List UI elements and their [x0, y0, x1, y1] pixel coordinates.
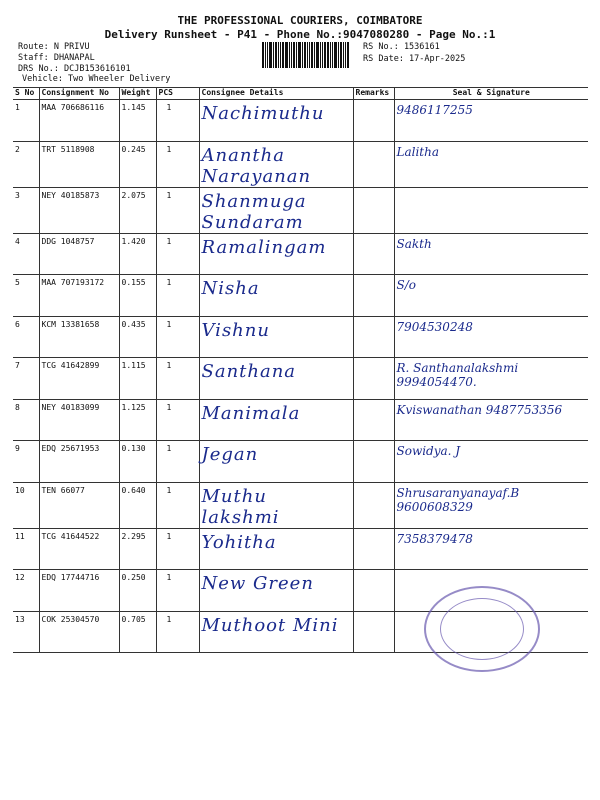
row-weight: 0.155	[119, 275, 156, 317]
row-remarks	[353, 358, 394, 400]
row-weight: 0.640	[119, 482, 156, 528]
table-row	[13, 100, 588, 142]
row-consignee: Muthoot Mini	[199, 611, 353, 653]
table-row	[13, 233, 588, 275]
row-weight: 1.125	[119, 399, 156, 441]
col-sno: S No	[13, 88, 39, 100]
row-pcs: 1	[156, 100, 199, 142]
row-consignment: NEY 40183099	[39, 399, 119, 441]
row-consignment: NEY 40185873	[39, 187, 119, 233]
row-sno: 4	[13, 233, 39, 275]
row-consignee: Ramalingam	[199, 233, 353, 275]
row-consignment: TCG 41644522	[39, 528, 119, 570]
row-remarks	[353, 399, 394, 441]
col-consignment: Consignment No	[39, 88, 119, 100]
row-sno: 13	[13, 611, 39, 653]
row-remarks	[353, 570, 394, 612]
row-consignment: EDQ 25671953	[39, 441, 119, 483]
row-sno: 10	[13, 482, 39, 528]
row-remarks	[353, 441, 394, 483]
row-pcs: 1	[156, 233, 199, 275]
row-consignment: TEN 66077	[39, 482, 119, 528]
company-title: THE PROFESSIONAL COURIERS, COIMBATORE	[177, 14, 423, 27]
row-consignee: Muthu lakshmi	[199, 482, 353, 528]
row-pcs: 1	[156, 441, 199, 483]
row-pcs: 1	[156, 611, 199, 653]
row-weight: 2.075	[119, 187, 156, 233]
row-weight: 0.245	[119, 141, 156, 187]
row-consignee: Manimala	[199, 399, 353, 441]
row-consignee: Jegan	[199, 441, 353, 483]
row-weight: 0.705	[119, 611, 156, 653]
row-pcs: 1	[156, 528, 199, 570]
row-remarks	[353, 482, 394, 528]
row-weight: 1.145	[119, 100, 156, 142]
row-weight: 1.420	[119, 233, 156, 275]
row-signature: S/o	[394, 275, 588, 317]
table-row	[13, 187, 588, 233]
row-consignment: TCG 41642899	[39, 358, 119, 400]
row-weight: 0.435	[119, 316, 156, 358]
row-consignee: Santhana	[199, 358, 353, 400]
row-sno: 2	[13, 141, 39, 187]
row-pcs: 1	[156, 570, 199, 612]
rs-no-label: RS No.: 1536161	[363, 42, 440, 52]
row-sno: 3	[13, 187, 39, 233]
row-pcs: 1	[156, 275, 199, 317]
row-remarks	[353, 611, 394, 653]
row-sno: 7	[13, 358, 39, 400]
table-row	[13, 482, 588, 528]
table-row	[13, 358, 588, 400]
col-remarks: Remarks	[353, 88, 394, 100]
row-consignment: COK 25304570	[39, 611, 119, 653]
row-signature: Shrusaranyanayaf.B 9600608329	[394, 482, 588, 528]
drs-label: DRS No.: DCJB153616101	[18, 64, 131, 74]
row-remarks	[353, 141, 394, 187]
row-pcs: 1	[156, 358, 199, 400]
row-consignment: TRT 5118908	[39, 141, 119, 187]
row-signature: Sakth	[394, 233, 588, 275]
row-pcs: 1	[156, 482, 199, 528]
row-signature: Lalitha	[394, 141, 588, 187]
row-consignment: EDQ 17744716	[39, 570, 119, 612]
row-signature: Kviswanathan 9487753356	[394, 399, 588, 441]
row-sno: 9	[13, 441, 39, 483]
runsheet-subtitle: Delivery Runsheet - P41 - Phone No.:9047080280 - Page No.:1	[104, 28, 496, 41]
row-consignee: Anantha Narayanan	[199, 141, 353, 187]
staff-label: Staff: DHANAPAL	[18, 53, 95, 63]
row-consignment: DDG 1048757	[39, 233, 119, 275]
row-pcs: 1	[156, 399, 199, 441]
barcode	[262, 42, 356, 68]
row-consignee: New Green	[199, 570, 353, 612]
row-signature: R. Santhanalakshmi 9994054470.	[394, 358, 588, 400]
row-consignment: MAA 706686116	[39, 100, 119, 142]
row-pcs: 1	[156, 141, 199, 187]
row-weight: 1.115	[119, 358, 156, 400]
row-sno: 11	[13, 528, 39, 570]
col-pcs: PCS	[156, 88, 199, 100]
row-signature: 9486117255	[394, 100, 588, 142]
route-label: Route: N PRIVU	[18, 42, 90, 52]
row-remarks	[353, 275, 394, 317]
delivery-stamp	[424, 586, 540, 672]
row-signature: 7358379478	[394, 528, 588, 570]
row-remarks	[353, 100, 394, 142]
row-signature: Sowidya. J	[394, 441, 588, 483]
row-sno: 8	[13, 399, 39, 441]
col-seal: Seal & Signature	[394, 88, 588, 100]
table-header-row	[13, 88, 588, 100]
table-row	[13, 441, 588, 483]
table-row	[13, 399, 588, 441]
table-row	[13, 528, 588, 570]
row-consignee: Yohitha	[199, 528, 353, 570]
row-consignment: KCM 13381658	[39, 316, 119, 358]
table-row	[13, 316, 588, 358]
row-consignee: Shanmuga Sundaram	[199, 187, 353, 233]
row-weight: 2.295	[119, 528, 156, 570]
row-remarks	[353, 528, 394, 570]
row-signature	[394, 187, 588, 233]
row-remarks	[353, 233, 394, 275]
col-weight: Weight	[119, 88, 156, 100]
row-weight: 0.250	[119, 570, 156, 612]
row-sno: 6	[13, 316, 39, 358]
row-remarks	[353, 316, 394, 358]
row-consignee: Nachimuthu	[199, 100, 353, 142]
vehicle-label: Vehicle: Two Wheeler Delivery	[22, 74, 171, 84]
row-sno: 5	[13, 275, 39, 317]
row-consignee: Nisha	[199, 275, 353, 317]
row-consignment: MAA 707193172	[39, 275, 119, 317]
table-row	[13, 275, 588, 317]
runsheet-table	[13, 87, 588, 653]
row-remarks	[353, 187, 394, 233]
row-pcs: 1	[156, 187, 199, 233]
row-sno: 1	[13, 100, 39, 142]
row-weight: 0.130	[119, 441, 156, 483]
col-consignee: Consignee Details	[199, 88, 353, 100]
rs-date-label: RS Date: 17-Apr-2025	[363, 54, 466, 64]
row-pcs: 1	[156, 316, 199, 358]
table-row	[13, 141, 588, 187]
row-signature: 7904530248	[394, 316, 588, 358]
row-consignee: Vishnu	[199, 316, 353, 358]
row-sno: 12	[13, 570, 39, 612]
